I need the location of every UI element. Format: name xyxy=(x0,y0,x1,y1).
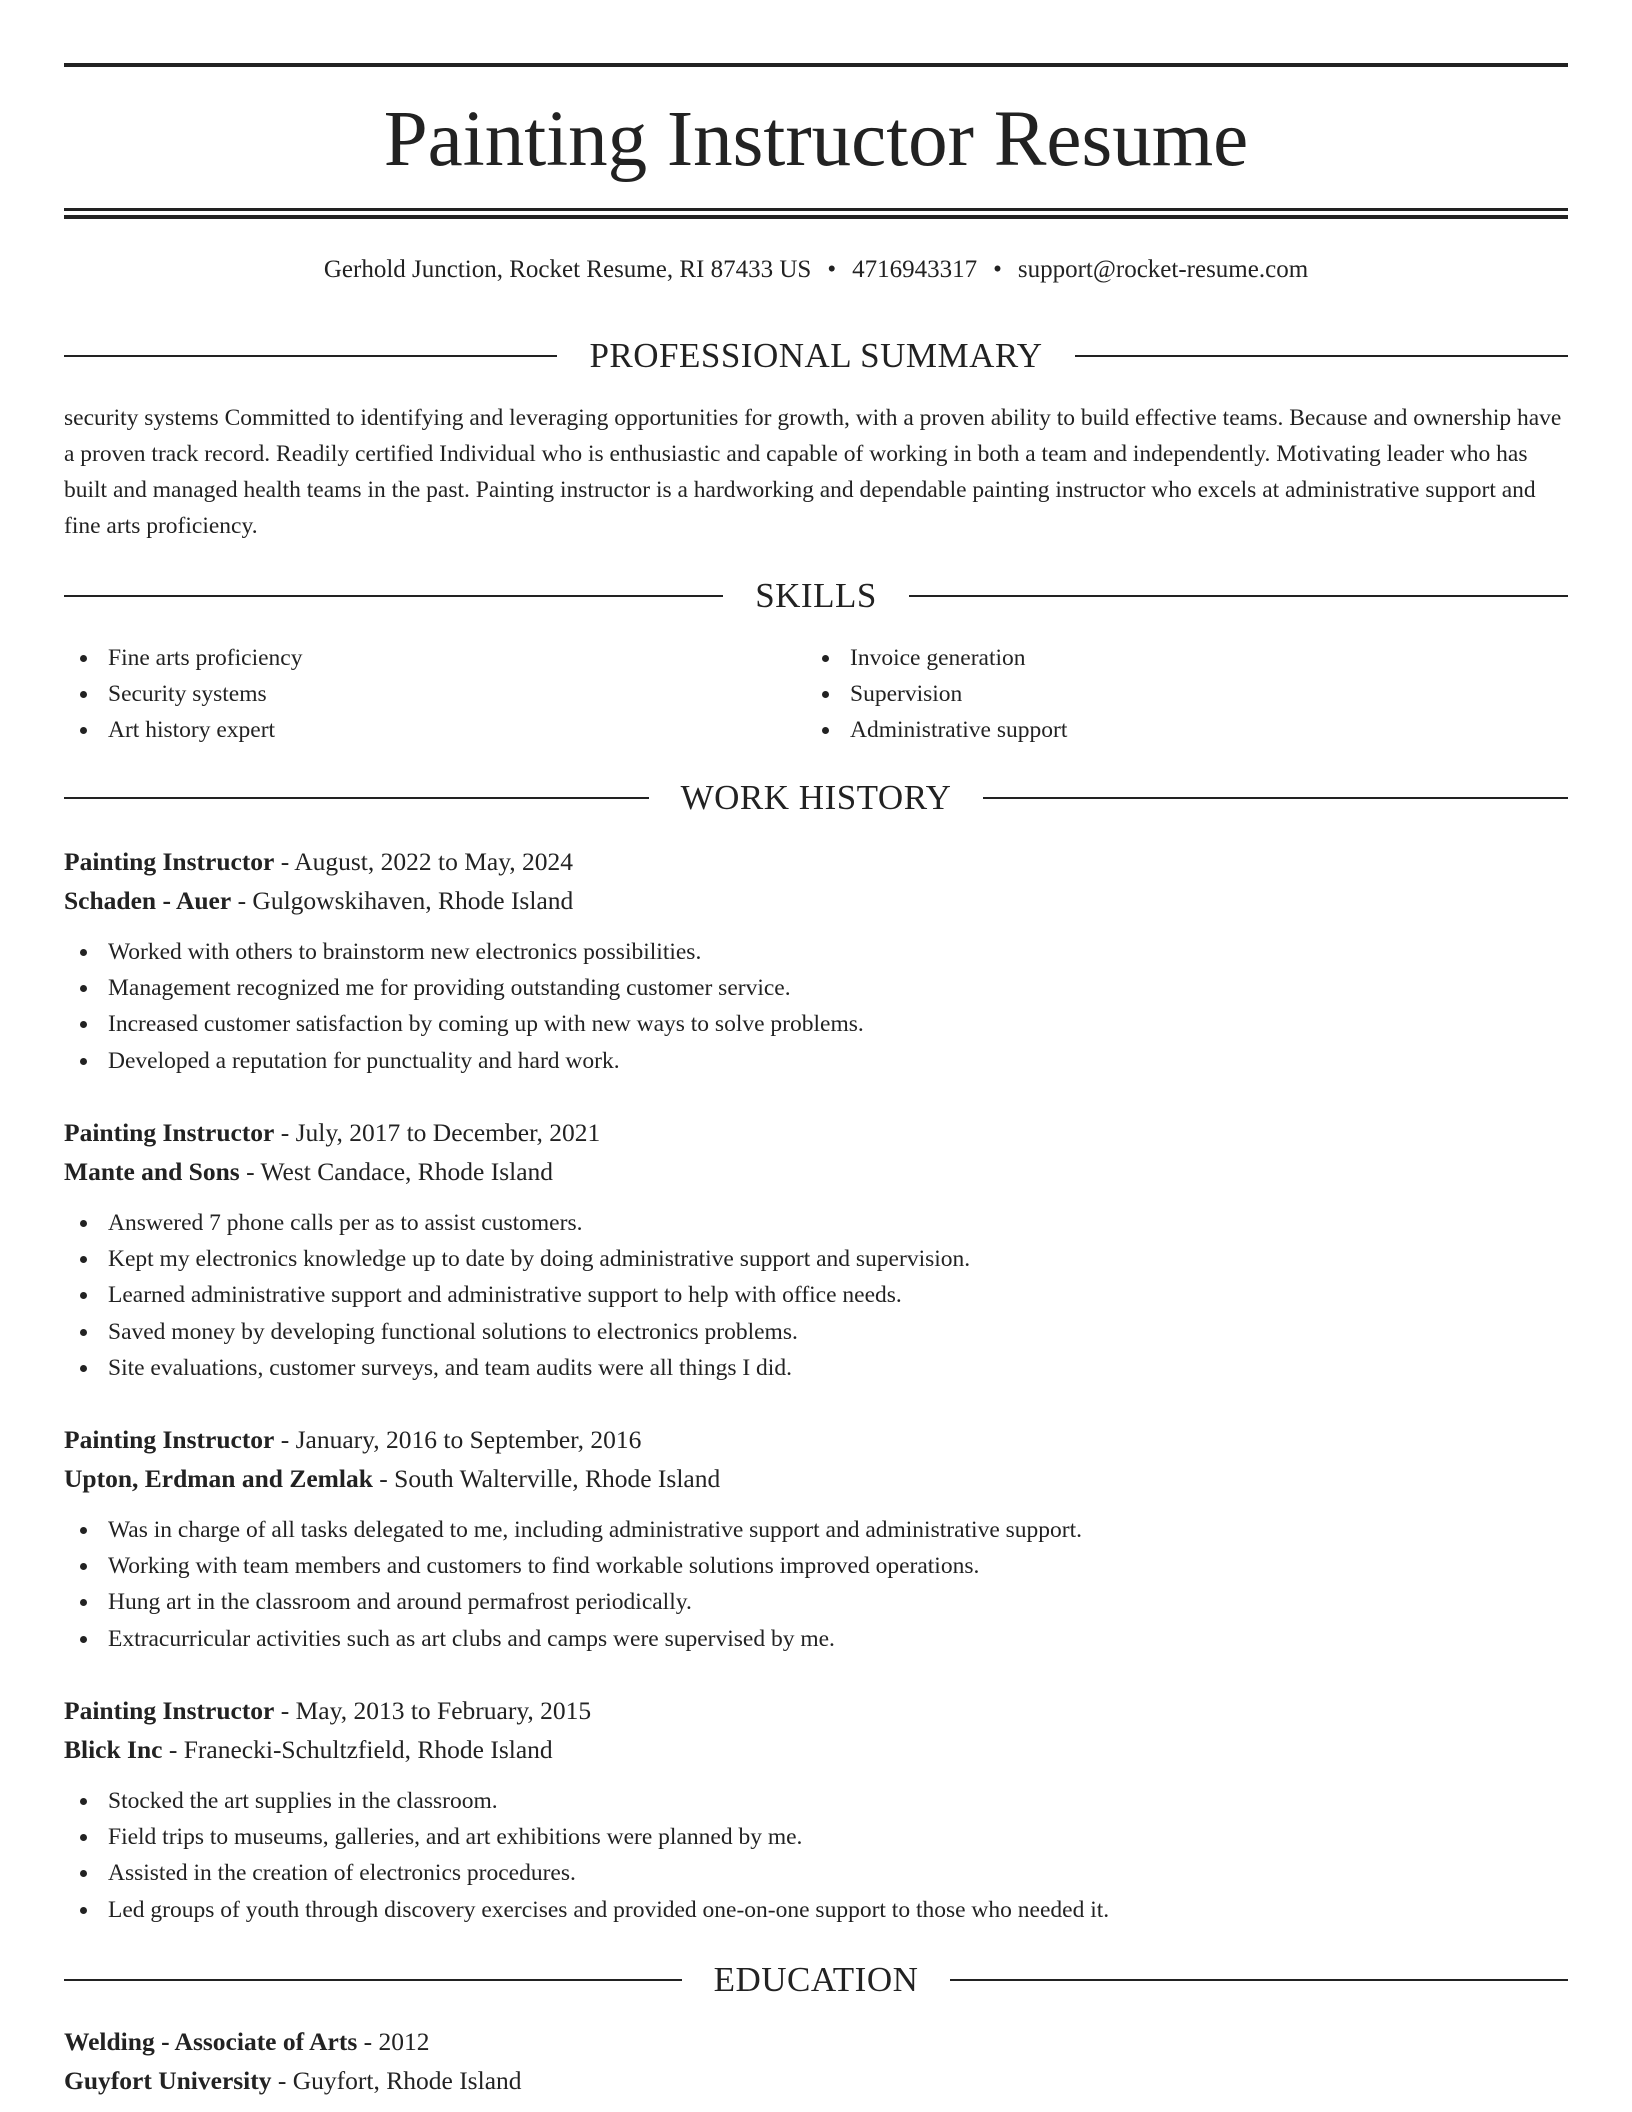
heading-rule xyxy=(64,1979,682,1981)
skills-list-right xyxy=(806,640,1067,748)
job-bullet: Led groups of youth through discovery exercises and provided one-on-one support to those who needed it. xyxy=(64,1892,1568,1928)
heading-rule xyxy=(909,595,1568,597)
top-rule xyxy=(64,63,1568,67)
job-bullets xyxy=(64,1783,1568,1928)
title-rule-lower xyxy=(64,215,1568,219)
contact-phone: 4716943317 xyxy=(852,256,978,283)
heading-rule xyxy=(1075,355,1568,357)
contact-address: Gerhold Junction, Rocket Resume, RI 87433 US xyxy=(323,256,812,283)
job-dates: - January, 2016 to September, 2016 xyxy=(274,1425,642,1454)
job-bullet: Hung art in the classroom and around permafrost periodically. xyxy=(64,1584,1568,1620)
job-entry xyxy=(64,1421,1568,1657)
job-location: - Franecki-Schultzfield, Rhode Island xyxy=(162,1735,553,1764)
title-rule-upper xyxy=(64,208,1568,211)
heading-rule xyxy=(64,355,557,357)
skills-list-left xyxy=(64,640,302,748)
job-company-line xyxy=(64,1460,1568,1498)
job-dates: - July, 2017 to December, 2021 xyxy=(274,1118,601,1147)
skill-item: Administrative support xyxy=(806,712,1067,748)
school-location: - Guyfort, Rhode Island xyxy=(271,2066,522,2095)
job-bullet: Answered 7 phone calls per as to assist customers. xyxy=(64,1205,1568,1241)
job-entry xyxy=(64,843,1568,1079)
education-heading xyxy=(64,1958,1568,2002)
summary-heading xyxy=(64,334,1568,378)
job-title: Painting Instructor xyxy=(64,1425,275,1454)
school: Guyfort University xyxy=(64,2066,272,2095)
job-bullet: Working with team members and customers to find workable solutions improved operations. xyxy=(64,1548,1568,1584)
skills-heading-label: SKILLS xyxy=(755,576,877,615)
job-title-line xyxy=(64,843,1568,881)
job-bullet: Stocked the art supplies in the classroom. xyxy=(64,1783,1568,1819)
job-entry xyxy=(64,1692,1568,1928)
education-entry xyxy=(64,2023,1568,2100)
job-bullet: Field trips to museums, galleries, and art exhibitions were planned by me. xyxy=(64,1819,1568,1855)
skill-item: Invoice generation xyxy=(806,640,1067,676)
job-entry xyxy=(64,1114,1568,1386)
job-bullet: Saved money by developing functional solutions to electronics problems. xyxy=(64,1314,1568,1350)
contact-line xyxy=(64,252,1568,288)
degree: Welding - Associate of Arts xyxy=(64,2027,358,2056)
heading-rule xyxy=(64,797,649,799)
job-company: Mante and Sons xyxy=(64,1157,240,1186)
skill-item: Art history expert xyxy=(64,712,302,748)
skill-item: Security systems xyxy=(64,676,302,712)
job-bullets xyxy=(64,1205,1568,1386)
degree-line xyxy=(64,2023,1568,2061)
job-bullet: Developed a reputation for punctuality and hard work. xyxy=(64,1043,1568,1079)
job-bullets xyxy=(64,1512,1568,1657)
job-company: Blick Inc xyxy=(64,1735,163,1764)
contact-separator: • xyxy=(993,256,1002,283)
job-company-line xyxy=(64,882,1568,920)
job-company-line xyxy=(64,1731,1568,1769)
job-bullet: Increased customer satisfaction by coming up with new ways to solve problems. xyxy=(64,1006,1568,1042)
job-title-line xyxy=(64,1421,1568,1459)
job-bullets xyxy=(64,934,1568,1079)
job-title: Painting Instructor xyxy=(64,1118,275,1147)
job-bullet: Management recognized me for providing outstanding customer service. xyxy=(64,970,1568,1006)
job-company: Schaden - Auer xyxy=(64,886,232,915)
school-line xyxy=(64,2062,1568,2100)
job-title-line xyxy=(64,1114,1568,1152)
heading-rule xyxy=(950,1979,1568,1981)
work-heading-label: WORK HISTORY xyxy=(680,778,952,817)
job-dates: - May, 2013 to February, 2015 xyxy=(274,1696,592,1725)
job-title: Painting Instructor xyxy=(64,1696,275,1725)
job-location: - West Candace, Rhode Island xyxy=(239,1157,554,1186)
job-bullet: Worked with others to brainstorm new electronics possibilities. xyxy=(64,934,1568,970)
job-dates: - August, 2022 to May, 2024 xyxy=(274,847,574,876)
education-heading-label: EDUCATION xyxy=(713,1960,919,1999)
job-title: Painting Instructor xyxy=(64,847,275,876)
job-location: - Gulgowskihaven, Rhode Island xyxy=(231,886,574,915)
job-location: - South Walterville, Rhode Island xyxy=(372,1464,721,1493)
job-bullet: Learned administrative support and administrative support to help with office needs. xyxy=(64,1277,1568,1313)
contact-separator: • xyxy=(827,256,837,283)
job-bullet: Site evaluations, customer surveys, and team audits were all things I did. xyxy=(64,1350,1568,1386)
summary-heading-label: PROFESSIONAL SUMMARY xyxy=(589,336,1043,375)
job-company: Upton, Erdman and Zemlak xyxy=(64,1464,373,1493)
skill-item: Supervision xyxy=(806,676,1067,712)
degree-year: - 2012 xyxy=(357,2027,430,2056)
job-bullet: Assisted in the creation of electronics procedures. xyxy=(64,1855,1568,1891)
work-heading xyxy=(64,776,1568,820)
resume-title: Painting Instructor Resume xyxy=(383,96,1249,183)
job-bullet: Was in charge of all tasks delegated to me, including administrative support and administrative support. xyxy=(64,1512,1568,1548)
heading-rule xyxy=(64,595,723,597)
job-title-line xyxy=(64,1692,1568,1730)
job-bullet: Extracurricular activities such as art clubs and camps were supervised by me. xyxy=(64,1621,1568,1657)
summary-text: security systems Committed to identifying and leveraging opportunities for growth, with a proven ability to build effective teams. Because and ownership have a proven track record. Readily certified Individual who is enthusiastic and capable of working in both a team and independently. Motivating leader who has built and managed health teams in the past. Painting instructor is a hardworking and dependable painting instructor who excels at administrative support and fine arts proficiency. xyxy=(64,405,1562,539)
job-company-line xyxy=(64,1153,1568,1191)
skills-heading xyxy=(64,574,1568,618)
contact-email: support@rocket-resume.com xyxy=(1017,256,1309,283)
job-bullet: Kept my electronics knowledge up to date by doing administrative support and supervision. xyxy=(64,1241,1568,1277)
heading-rule xyxy=(983,797,1568,799)
skill-item: Fine arts proficiency xyxy=(64,640,302,676)
